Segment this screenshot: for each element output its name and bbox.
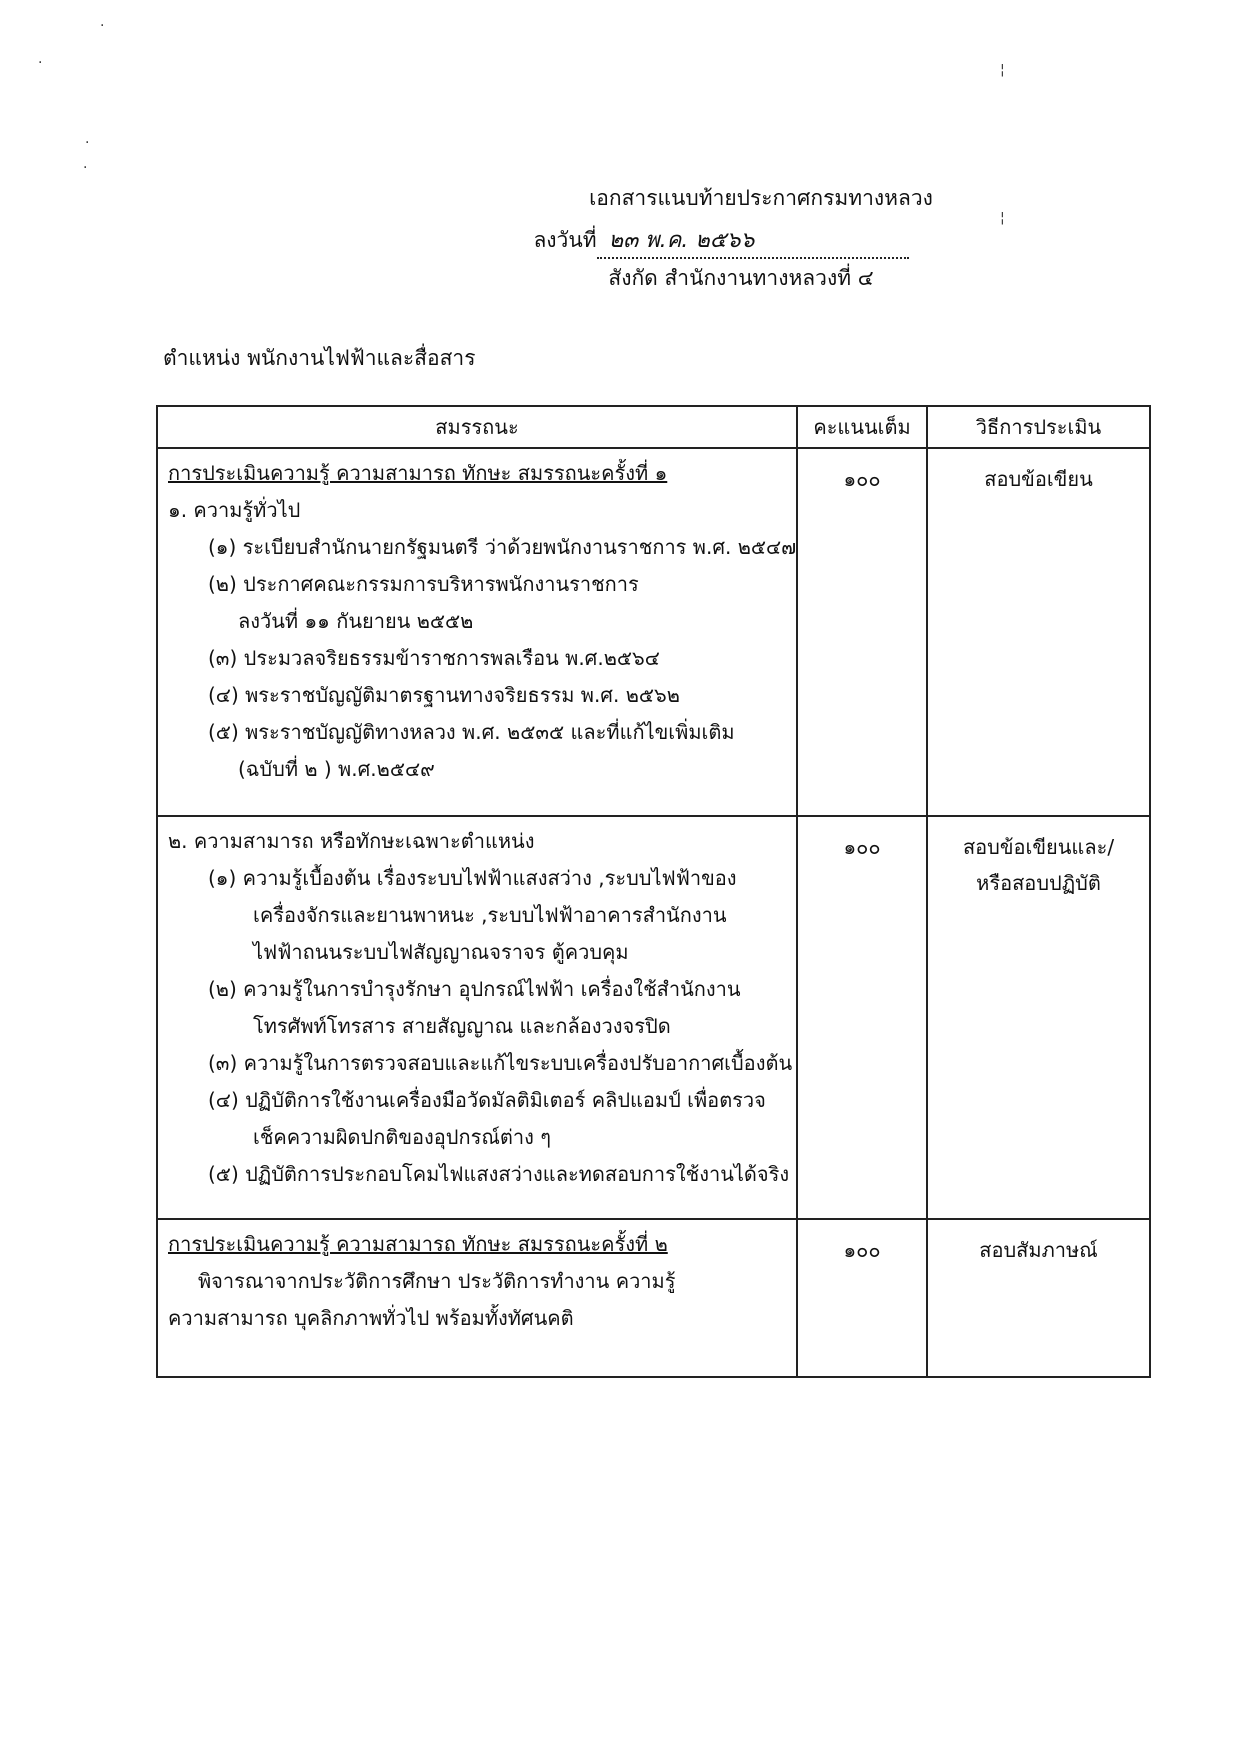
scan-mark: ¦	[1000, 62, 1005, 78]
table-header-row	[157, 406, 1150, 448]
header-full-score: คะแนนเต็ม	[797, 406, 927, 448]
section1-score: ๑๐๐	[797, 448, 927, 816]
list-item: เครื่องจักรและยานพาหนะ ,ระบบไฟฟ้าอาคารสำนักงาน	[253, 903, 727, 927]
list-item: (๔) พระราชบัญญัติมาตรฐานทางจริยธรรม พ.ศ. ๒๕๖๒	[208, 683, 680, 707]
section2-method-line1: สอบข้อเขียนและ/	[962, 835, 1115, 859]
scan-mark: ·	[83, 160, 88, 176]
list-item: (๑) ระเบียบสำนักนายกรัฐมนตรี ว่าด้วยพนักงานราชการ พ.ศ. ๒๕๔๗	[208, 535, 797, 559]
list-item: (๓) ประมวลจริยธรรมข้าราชการพลเรือน พ.ศ.๒๕๖๔	[208, 646, 660, 670]
section3-content	[157, 1219, 797, 1377]
scan-mark: ·	[85, 135, 90, 151]
date-label: ลงวันที่	[533, 228, 597, 252]
affiliation: สังกัด สำนักงานทางหลวงที่ ๔	[608, 266, 874, 290]
list-item: (๕) ปฏิบัติการประกอบโคมไฟแสงสว่างและทดสอบการใช้งานได้จริง	[208, 1162, 790, 1186]
table-row	[157, 1219, 1150, 1377]
document-title: เอกสารแนบท้ายประกาศกรมทางหลวง	[589, 186, 933, 210]
list-item: เช็คความผิดปกติของอุปกรณ์ต่าง ๆ	[253, 1125, 551, 1149]
section1-content	[157, 448, 797, 816]
date-value: ๒๓ พ.ค. ๒๕๖๖	[597, 222, 909, 259]
list-item: (๑) ความรู้เบื้องต้น เรื่องระบบไฟฟ้าแสงสว่าง ,ระบบไฟฟ้าของ	[208, 866, 737, 890]
section3-method: สอบสัมภาษณ์	[927, 1219, 1150, 1377]
document-date	[100, 222, 1242, 259]
section1-method: สอบข้อเขียน	[927, 448, 1150, 816]
section2-score: ๑๐๐	[797, 816, 927, 1219]
list-item: (๒) ประกาศคณะกรรมการบริหารพนักงานราชการ	[208, 572, 639, 596]
section2-method-line2: หรือสอบปฏิบัติ	[976, 871, 1101, 895]
list-item: (๒) ความรู้ในการบำรุงรักษา อุปกรณ์ไฟฟ้า เครื่องใช้สำนักงาน	[208, 977, 741, 1001]
section2-content	[157, 816, 797, 1219]
section3-line: ความสามารถ บุคลิกภาพทั่วไป พร้อมทั้งทัศนคติ	[168, 1306, 574, 1330]
header-method: วิธีการประเมิน	[927, 406, 1150, 448]
section1-sub: ๑. ความรู้ทั่วไป	[168, 498, 301, 522]
list-item: (๕) พระราชบัญญัติทางหลวง พ.ศ. ๒๕๓๕ และที่แก้ไขเพิ่มเติม	[208, 720, 735, 744]
list-item: ไฟฟ้าถนนระบบไฟสัญญาณจราจร ตู้ควบคุม	[253, 940, 629, 964]
scan-mark: ·	[100, 18, 105, 34]
list-item: ลงวันที่ ๑๑ กันยายน ๒๕๕๒	[238, 609, 474, 633]
table-row	[157, 816, 1150, 1219]
section2-method	[927, 816, 1150, 1219]
section3-score: ๑๐๐	[797, 1219, 927, 1377]
position-title: ตำแหน่ง พนักงานไฟฟ้าและสื่อสาร	[163, 346, 476, 370]
list-item: (ฉบับที่ ๒ ) พ.ศ.๒๕๔๙	[238, 757, 435, 781]
section3-heading: การประเมินความรู้ ความสามารถ ทักษะ สมรรถนะครั้งที่ ๒	[168, 1232, 668, 1256]
scan-mark: ·	[38, 55, 43, 71]
list-item: โทรศัพท์โทรสาร สายสัญญาณ และกล้องวงจรปิด	[253, 1014, 671, 1038]
header-competency: สมรรถนะ	[157, 406, 797, 448]
section1-heading: การประเมินความรู้ ความสามารถ ทักษะ สมรรถนะครั้งที่ ๑	[168, 461, 668, 485]
section2-sub: ๒. ความสามารถ หรือทักษะเฉพาะตำแหน่ง	[168, 829, 535, 853]
section3-line: พิจารณาจากประวัติการศึกษา ประวัติการทำงาน ความรู้	[198, 1269, 676, 1293]
list-item: (๔) ปฏิบัติการใช้งานเครื่องมือวัดมัลติมิเตอร์ คลิปแอมป์ เพื่อตรวจ	[208, 1088, 766, 1112]
list-item: (๓) ความรู้ในการตรวจสอบและแก้ไขระบบเครื่องปรับอากาศเบื้องต้น	[208, 1051, 793, 1075]
competency-table	[156, 405, 1151, 1378]
scan-mark: ¦	[1000, 210, 1005, 226]
table-row	[157, 448, 1150, 816]
